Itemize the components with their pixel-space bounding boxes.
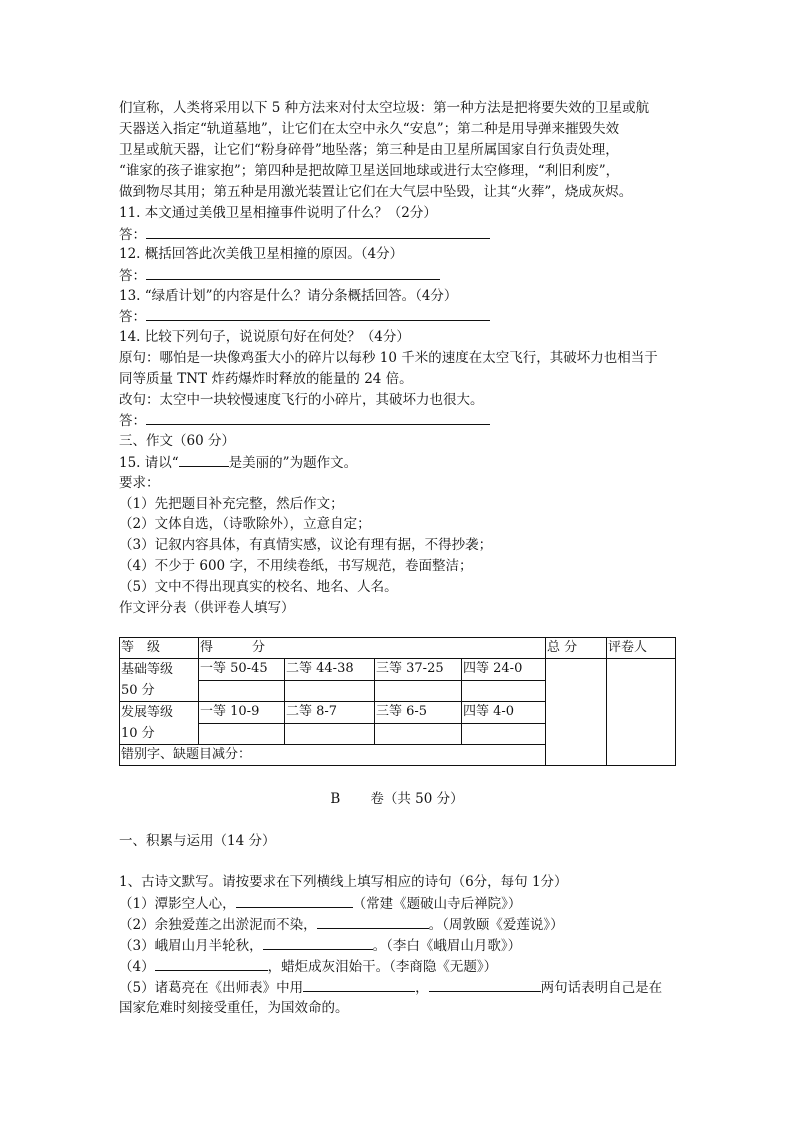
header-total: 总 分 [546, 638, 607, 659]
basic-tier-2: 二等 44-38 [285, 659, 375, 681]
revised-sentence: 改句：太空中一块较慢速度飞行的小碎片，其破坏力也很大。 [119, 392, 484, 408]
basic-score-cell[interactable] [375, 680, 462, 702]
passage-line: 们宣称，人类将采用以下 5 种方法来对付太空垃圾：第一种方法是把将要失效的卫星或航 [119, 100, 650, 116]
answer-14 [119, 410, 490, 430]
poem-3-text: （3）峨眉山月半轮秋， [119, 938, 263, 954]
basic-grade-name: 基础等级 [121, 662, 174, 677]
basic-grade-points: 50 分 [121, 683, 155, 698]
poem-item-1 [119, 893, 521, 913]
composition-section-title: 三、作文（60 分） [119, 433, 235, 449]
question-14: 14. 比较下列句子，说说原句好在何处？（4分） [119, 329, 410, 345]
poem-5-tail: 两句话表明自己是在 [540, 980, 663, 996]
poem-item-4 [119, 956, 497, 976]
poem-blank-5a[interactable] [303, 977, 415, 992]
question-15-prefix: 15. 请以“ [119, 455, 179, 471]
original-sentence-1: 原句：哪怕是一块像鸡蛋大小的碎片以每秒 10 千米的速度在太空飞行，其破坏力也相当于 [119, 350, 658, 366]
passage-line: 卫星或航天器，让它们“粉身碎骨”地坠落；第三种是由卫星所属国家自行负责处理， [119, 142, 619, 158]
poem-5-text: （5）诸葛亮在《出师表》中用 [119, 980, 304, 996]
poem-3-source: 。（李白《峨眉山月歌》） [372, 938, 522, 954]
part-b-score: 卷（共 50 分） [370, 791, 464, 807]
basic-score-cell[interactable] [199, 680, 285, 702]
score-table [119, 637, 676, 766]
question-12: 12. 概括回答此次美俄卫星相撞的原因。（4分） [119, 246, 404, 262]
development-grade-points: 10 分 [121, 726, 155, 741]
passage-line: “谁家的孩子谁家抱”；第四种是把故障卫星送回地球或进行太空修理，“利旧利废”， [119, 163, 620, 179]
part-b-section-1: 一、积累与运用（14 分） [119, 833, 276, 849]
requirement-item: （4）不少于 600 字，不用续卷纸，书写规范，卷面整洁； [119, 558, 473, 574]
poem-1-source: （常建《题破山寺后禅院》） [352, 896, 522, 912]
development-score-cell[interactable] [462, 723, 546, 745]
poem-2-text: （2）余独爱莲之出淤泥而不染， [119, 917, 317, 933]
header-reviewer: 评卷人 [607, 638, 676, 659]
development-score-cell[interactable] [375, 723, 462, 745]
answer-label: 答： [119, 227, 146, 243]
question-11: 11. 本文通过美俄卫星相撞事件说明了什么？（2分） [119, 205, 437, 221]
basic-score-cell[interactable] [285, 680, 375, 702]
question-15-suffix: 是美丽的”为题作文。 [228, 455, 358, 471]
poetry-question: 1、古诗文默写。请按要求在下列横线上填写相应的诗句（6分，每句 1分） [119, 874, 568, 890]
development-grade-label [120, 702, 199, 745]
poem-item-2 [119, 914, 564, 934]
original-sentence-2: 同等质量 TNT 炸药爆炸时释放的能量的 24 倍。 [119, 371, 413, 387]
question-13: 13. “绿盾计划”的内容是什么？请分条概括回答。（4分） [119, 288, 458, 304]
development-tier-2: 二等 8-7 [285, 702, 375, 724]
development-grade-name: 发展等级 [121, 705, 174, 720]
development-tier-3: 三等 6-5 [375, 702, 462, 724]
table-caption: 作文评分表（供评卷人填写） [119, 600, 295, 616]
poem-item-3 [119, 935, 521, 955]
basic-score-cell[interactable] [462, 680, 546, 702]
answer-label: 答： [119, 413, 146, 429]
basic-tier-3: 三等 37-25 [375, 659, 462, 681]
poem-blank-5b[interactable] [429, 977, 541, 992]
passage-line: 做到物尽其用；第五种是用激光装置让它们在大气层中坠毁，让其“火葬”，烧成灰烬。 [119, 184, 633, 200]
answer-blank-12[interactable] [146, 265, 440, 280]
poem-4-source: ，蜡炬成灰泪始干。（李商隐《无题》） [267, 959, 498, 975]
answer-label: 答： [119, 309, 146, 325]
part-b-title [0, 789, 794, 809]
development-score-cell[interactable] [285, 723, 375, 745]
poem-item-5 [119, 977, 662, 997]
answer-label: 答： [119, 268, 146, 284]
answer-blank-11[interactable] [146, 224, 490, 239]
poem-1-text: （1）潭影空人心， [119, 896, 236, 912]
header-grade: 等 级 [120, 638, 199, 659]
requirement-item: （5）文中不得出现真实的校名、地名、人名。 [119, 579, 398, 595]
poem-blank-2[interactable] [317, 914, 429, 929]
poem-2-source: 。（周敦颐《爱莲说》） [428, 917, 564, 933]
answer-blank-14[interactable] [146, 410, 490, 425]
answer-blank-13[interactable] [146, 306, 490, 321]
total-score-cell[interactable] [546, 659, 607, 766]
basic-tier-4: 四等 24-0 [462, 659, 546, 681]
question-15 [119, 452, 357, 472]
answer-12 [119, 265, 440, 285]
answer-11 [119, 224, 490, 244]
poem-5-comma: ， [415, 980, 429, 996]
deduction-row: 错别字、缺题目减分： [120, 745, 546, 766]
requirement-item: （3）记叙内容具体，有真情实感，议论有理有据，不得抄袭； [119, 537, 493, 553]
basic-grade-label [120, 659, 199, 702]
requirement-item: （1）先把题目补充完整，然后作文； [119, 496, 344, 512]
part-b-letter: B [330, 791, 341, 807]
development-score-cell[interactable] [199, 723, 285, 745]
passage-line: 天器送入指定“轨道墓地”，让它们在太空中永久“安息”；第二种是用导弹来摧毁失效 [119, 121, 620, 137]
poem-blank-4[interactable] [155, 956, 268, 971]
poem-item-5-continued: 国家危难时刻接受重任，为国效命的。 [119, 1000, 349, 1016]
basic-tier-1: 一等 50-45 [199, 659, 285, 681]
development-tier-4: 四等 4-0 [462, 702, 546, 724]
requirement-item: （2）文体自选，（诗歌除外），立意自定； [119, 516, 371, 532]
answer-13 [119, 306, 490, 326]
requirements-label: 要求： [119, 475, 160, 491]
poem-blank-1[interactable] [236, 893, 353, 908]
poem-blank-3[interactable] [263, 935, 373, 950]
poem-4-text: （4） [119, 959, 155, 975]
development-tier-1: 一等 10-9 [199, 702, 285, 724]
title-blank[interactable] [179, 452, 229, 467]
header-score: 得 分 [199, 638, 546, 659]
reviewer-cell[interactable] [607, 659, 676, 766]
